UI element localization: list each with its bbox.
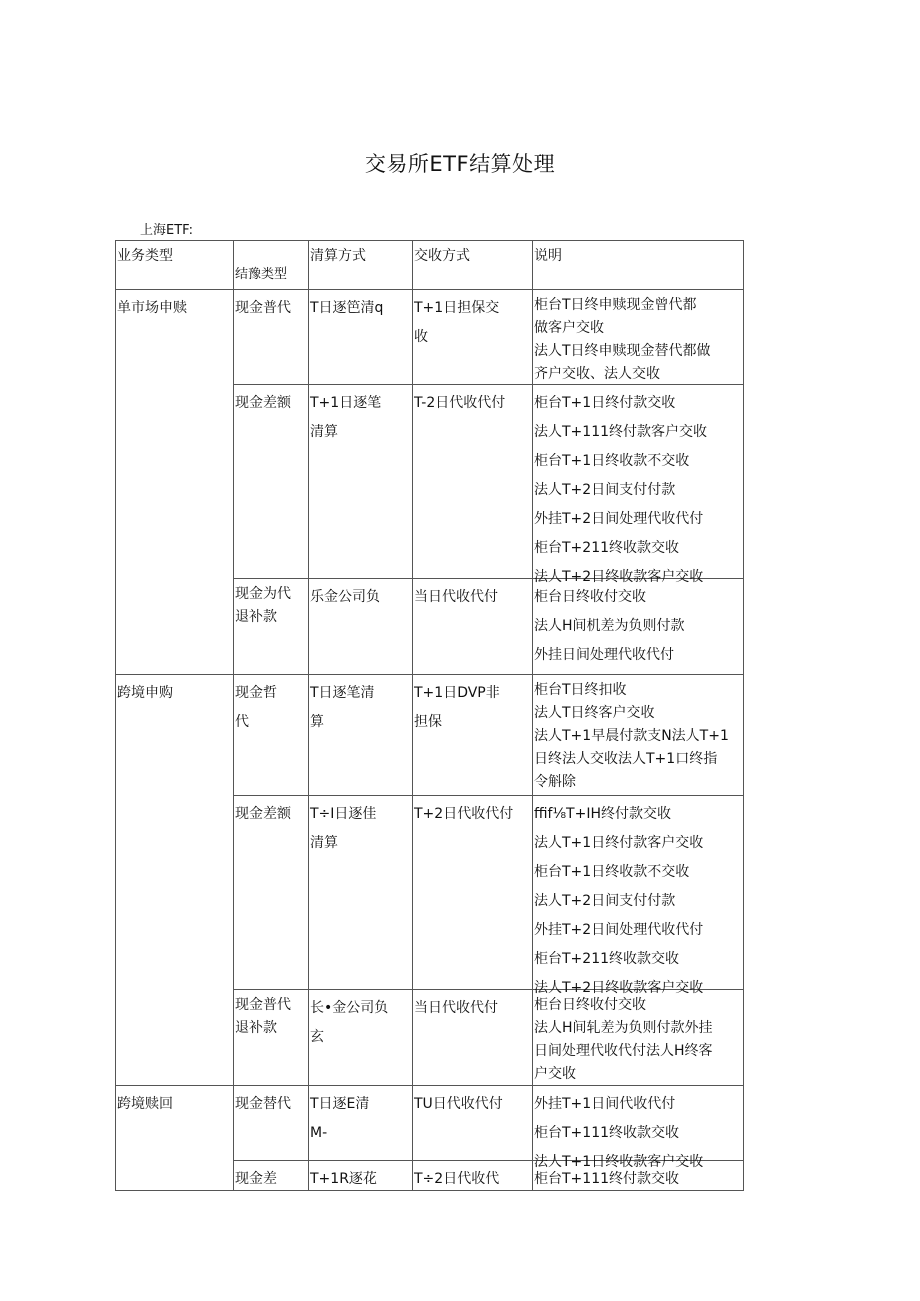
cell-clearing: T+1R逐花 [309,1161,413,1191]
cell-business: 单市场申赎 [116,290,234,675]
section-label: 上海ETF: [140,223,194,238]
cell-notes: 柜台T+111终付款交收 [533,1161,744,1191]
cell-settlement: 现金普代 [234,290,309,385]
table-row [116,1086,744,1161]
page-title: 交易所ETF结算处理 [364,152,556,176]
cell-clearing: T÷I日逐佳 清算 [309,796,413,990]
cell-settlement: 现金差额 [234,385,309,579]
cell-delivery: T+1日担保交 收 [413,290,533,385]
cell-delivery: 当日代收代付 [413,990,533,1086]
cell-clearing: 长•金公司负 玄 [309,990,413,1086]
cell-delivery: T+1日DVP非 担保 [413,675,533,796]
header-business-type: 业务类型 [116,241,234,290]
cell-notes: 外挂T+1日间代收代付 柜台T+111终收款交收 法人T+1日终收款客户交收 [533,1086,744,1161]
cell-delivery: TU日代收代付 [413,1086,533,1161]
table-row [116,290,744,385]
cell-settlement: 现金普代 退补款 [234,990,309,1086]
cell-notes: 柜台日终收付交收 法人H间机差为负则付款 外挂日间处理代收代付 [533,579,744,675]
cell-notes: 柜台日终收付交收 法人H间轧差为负则付款外挂 日间处理代收代付法人H终客 户交收 [533,990,744,1086]
table-header-row [116,241,744,290]
cell-delivery: T+2日代收代付 [413,796,533,990]
cell-delivery: T-2日代收代付 [413,385,533,579]
cell-settlement: 现金哲 代 [234,675,309,796]
cell-delivery: T÷2日代收代 [413,1161,533,1191]
cell-business: 跨境赎回 [116,1086,234,1191]
cell-notes: 柜台T日终扣收 法人T日终客户交收 法人T+1早晨付款支N法人T+1 日终法人交收法人T+1口终指 令斛除 [533,675,744,796]
cell-clearing: 乐金公司负 [309,579,413,675]
cell-clearing: T日逐笔清 算 [309,675,413,796]
cell-clearing: T日逐E清 M- [309,1086,413,1161]
cell-settlement: 现金替代 [234,1086,309,1161]
cell-notes: 柜台T日终申赎现金曾代都 做客户交收 法人T日终申赎现金替代都做 齐户交收、法人交收 [533,290,744,385]
cell-settlement: 现金为代 退补款 [234,579,309,675]
cell-clearing: T日逐笆清q [309,290,413,385]
cell-settlement: 现金差额 [234,796,309,990]
header-delivery-method: 交收方式 [413,241,533,290]
header-notes: 说明 [533,241,744,290]
cell-delivery: 当日代收代付 [413,579,533,675]
settlement-table [115,240,744,1191]
cell-settlement: 现金差 [234,1161,309,1191]
header-clearing-method: 清算方式 [309,241,413,290]
cell-notes: 柜台T+1日终付款交收 法人T+111终付款客户交收 柜台T+1日终收款不交收 法人T+2日间支付付款 外挂T+2日间处理代收代付 柜台T+211终收款交收 法人T+2日终收款客户交收 [533,385,744,579]
cell-business: 跨境申购 [116,675,234,1086]
cell-clearing: T+1日逐笔 清算 [309,385,413,579]
cell-notes: ffif⅛T+IH终付款交收 法人T+1日终付款客户交收 柜台T+1日终收款不交收 法人T+2日间支付付款 外挂T+2日间处理代收代付 柜台T+211终收款交收 法人T+2日终收款客户交收 [533,796,744,990]
header-settlement-type: 结豫类型 [234,241,309,290]
table-row [116,675,744,796]
